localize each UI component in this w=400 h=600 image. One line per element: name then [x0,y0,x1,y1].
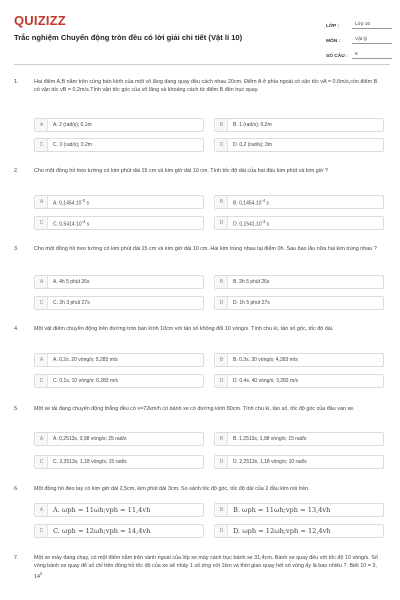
question-5 [14,406,390,472]
option-d[interactable] [214,296,384,310]
option-b[interactable] [214,275,384,289]
option-letter: D [216,297,228,309]
question-number: 7. [14,555,19,561]
option-letter: A [36,119,48,131]
option-text: D. 0,4s, 40 vòng/s; 3,283 m/s [233,378,299,384]
option-b[interactable] [214,432,384,446]
option-d[interactable] [214,374,384,388]
option-letter: A [36,354,48,366]
option-unit: s [85,200,89,207]
option-letter: A [36,196,48,208]
option-text: C. 0,1s, 10 vòng/s; 6,283 m/s [53,378,119,384]
question-3 [14,246,390,312]
option-base: C. 0,5414.10 [53,221,82,228]
question-number: 4. [14,326,19,332]
option-unit: s [265,200,269,207]
option-unit: s [265,221,270,228]
option-text [48,219,89,228]
option-d[interactable] [214,216,384,230]
question-text: Cho một đồng hồ treo tường có kim phút dài 15 cm và kim giờ dài 10 cm. Hai kim trùng nhau tại điểm 0h. Sau bao lâu nữa hai kim trùng nhau ? [34,246,377,252]
option-a[interactable] [34,353,204,367]
option-letter: A [36,276,48,288]
meta-value: 8 [352,52,392,59]
option-letter: C [36,217,48,229]
question-4 [14,326,390,392]
option-letter: B [216,196,228,208]
question-body: Một xe máy đang chạy, có một điểm nằm trên vành ngoài của lốp xe máy cách trục bánh xe 31,4cm. Bánh xe quay đều với tốc độ 10 vòng/s. Số vòng bánh xe quay để số chỉ trên đồng hồ tốc độ của xe sẽ nhảy 1 số ứng với 1km và thời gian quay hết số vòng ấy là bao nhiêu ?. Biết 10 = 3, 14 [34,555,378,580]
meta-label: LỚP : [326,24,340,29]
option-text: A. 0,2s, 20 vòng/s; 5,283 m/s [53,357,118,363]
option-text: A. ωph = 11ωh;vph = 11,4vh [53,506,151,514]
question-text [34,555,384,582]
option-b[interactable] [214,118,384,132]
meta-label: SỐ CÂU : [326,54,348,59]
option-unit: s [85,221,90,228]
question-1 [14,79,390,154]
quizizz-logo: QUIZIZZ [14,13,66,28]
question-number: 5. [14,406,19,412]
option-base: B. 0,1454.10 [233,200,262,207]
option-exponent: -3 [261,218,266,224]
option-text [228,219,269,228]
question-text: Một đồng hồ đeo tay có kim giờ dài 2,5cm, kim phút dài 3cm. So sánh tốc độ góc, tốc độ dài của 2 đầu kim nói trên. [34,486,310,492]
option-c[interactable] [34,296,204,310]
meta-value: Lớp 10 [352,22,392,29]
option-text: A. 2 (rad/s); 0,1m [53,122,92,128]
option-letter: D [216,456,228,468]
meta-value: Vật lý [352,37,392,44]
option-exponent: -4 [261,197,266,203]
option-letter: C [36,139,48,151]
question-number: 1. [14,79,19,85]
question-number: 6. [14,486,19,492]
option-c[interactable] [34,374,204,388]
option-base: A. 0,1454.10 [53,200,82,207]
option-b[interactable] [214,503,384,517]
option-text: B. ωph = 11ωh;vph = 13,4vh [233,506,331,514]
header-divider [14,64,390,65]
meta-row-count [326,44,392,59]
option-text: B. 2h 5 phút 26s [233,279,270,285]
option-text: B. 1,2513s, 1,98 vòng/s; 15 rad/s [233,436,307,442]
question-text: Hai điểm A,B nằm trên cùng bán kính của một vô lăng đang quay đều cách nhau 20cm. Điểm A ở phía ngoài có vận tốc vA = 0.6m/s,còn điểm B có vận tốc vB = 0,2m/s.Tính vận tốc góc của vô lăng và khoảng cách từ điểm B đến trục quay. [34,79,378,93]
option-a[interactable] [34,275,204,289]
question-number: 2. [14,168,19,174]
option-letter: D [216,525,228,537]
option-text: A. 0,2513s, 3,98 vòng/s; 25 rad/s [53,436,127,442]
question-2 [14,168,390,234]
header [0,0,400,62]
option-a[interactable] [34,195,204,209]
option-exponent: -3 [81,197,86,203]
option-text: C. 2h 3 phút 27s [53,300,90,306]
option-text: D. ωph = 12ωh;vph = 12,4vh [233,527,331,535]
option-b[interactable] [214,353,384,367]
option-letter: C [36,375,48,387]
question-text: Một xe tải đang chuyển động thẳng đều có v=72km/h có bánh xe có đường kính 80cm. Tính chu kì, tần số, tốc độ góc của đầu van xe. [34,406,355,412]
question-text: Một vật điểm chuyển động trên đường tròn bán kính 10cm với tần số không đổi 10 vòng/s. Tính chu kì, tần số góc, tốc độ dài. [34,326,334,332]
option-text: B. 1 (rad/s); 0,2m [233,122,272,128]
option-text: C. 3 (rad/s); 0,2m [53,142,92,148]
option-text: A. 4h 5 phút 26s [53,279,90,285]
option-d[interactable] [214,524,384,538]
option-b[interactable] [214,195,384,209]
question-7 [14,555,390,595]
question-text: Cho một đồng hồ treo tường có kim phút dài 15 cm và kim giờ dài 10 cm. Tính tốc độ dài của hai đầu kim phút và kim giờ ? [34,168,328,174]
option-letter: C [36,456,48,468]
option-letter: B [216,119,228,131]
option-a[interactable] [34,432,204,446]
option-text [48,198,89,207]
option-letter: D [216,375,228,387]
option-text: C. ωph = 12ωh;vph = 14,4vh [53,527,151,535]
option-c[interactable] [34,216,204,230]
option-letter: B [216,276,228,288]
option-a[interactable] [34,118,204,132]
option-d[interactable] [214,138,384,152]
option-text: D. 0,2 (rad/s); 3m [233,142,272,148]
meta-label: MÔN : [326,39,341,44]
option-text [228,198,269,207]
option-letter: C [36,525,48,537]
option-text: C. 3,2513s, 1,18 vòng/s; 15 rad/s [53,459,127,465]
option-text: B. 0,3s, 30 vòng/s; 4,283 m/s [233,357,298,363]
meta-row-class [326,14,392,29]
option-letter: C [36,297,48,309]
option-a[interactable] [34,503,204,517]
option-letter: B [216,354,228,366]
option-letter: A [36,504,48,516]
meta-row-subject [326,29,392,44]
document-title: Trắc nghiệm Chuyển động tròn đều có lời giải chi tiết (Vật lí 10) [14,33,243,42]
option-text: D. 1h 5 phút 27s [233,300,270,306]
question-exponent: 2 [40,571,43,577]
option-letter: D [216,139,228,151]
question-number: 3. [14,246,19,252]
option-base: D. 0,1541.10 [233,221,262,228]
option-letter: B [216,504,228,516]
option-d[interactable] [214,455,384,469]
question-6 [14,486,390,544]
option-exponent: -4 [81,218,86,224]
option-text: D. 2,2513s, 1,18 vòng/s; 10 rad/s [233,459,307,465]
option-letter: D [216,217,228,229]
option-c[interactable] [34,138,204,152]
option-c[interactable] [34,455,204,469]
option-letter: A [36,433,48,445]
option-letter: B [216,433,228,445]
meta-fields [326,14,392,59]
option-c[interactable] [34,524,204,538]
